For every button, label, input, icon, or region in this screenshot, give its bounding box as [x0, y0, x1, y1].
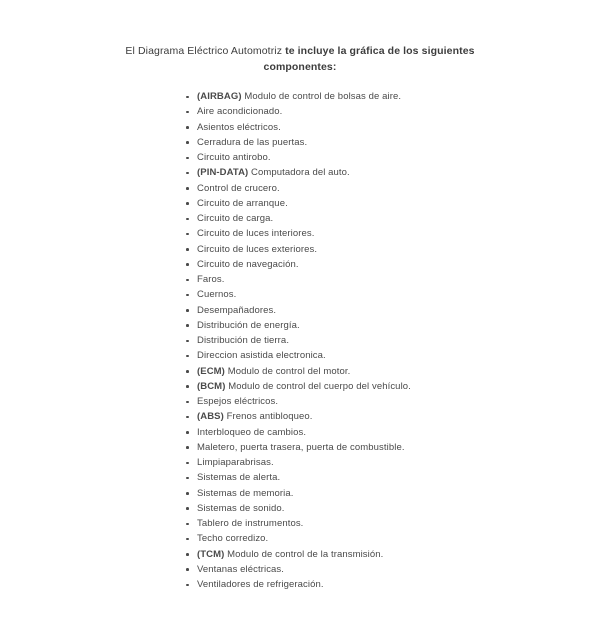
page-title-regular: El Diagrama Eléctrico Automotriz [125, 45, 283, 57]
list-item [185, 104, 485, 119]
list-item-text: Distribución de energía. [197, 319, 300, 331]
list-item [185, 135, 485, 150]
list-item [185, 409, 485, 424]
list-item-text: Direccion asistida electronica. [197, 350, 326, 362]
list-item [185, 455, 485, 470]
list-item [185, 516, 485, 531]
list-item-text: Faros. [197, 274, 225, 285]
list-item-text: Circuito de carga. [197, 213, 274, 224]
page-title-bold: te incluye la gráfica de los siguientes componentes: [263, 45, 475, 73]
list-item-text: Control de crucero. [197, 182, 280, 194]
list-item [185, 501, 485, 516]
list-item-text: Maletero, puerta trasera, puerta de combustible. [197, 441, 405, 453]
list-item-text: Circuito de navegación. [197, 258, 299, 270]
list-item-text: Circuito de luces interiores. [197, 228, 315, 240]
list-item [185, 470, 485, 485]
list-item-bold-prefix: (ECM) [197, 365, 228, 377]
list-item-bold-prefix: (BCM) [197, 380, 229, 392]
list-item-text: Ventiladores de refrigeración. [197, 579, 324, 590]
list-item-text: Frenos antibloqueo. [226, 411, 313, 423]
list-item [185, 303, 485, 318]
list-item-text: Circuito antirobo. [197, 152, 271, 163]
list-item-text: Aire acondicionado. [197, 106, 283, 118]
list-item-text: Modulo de control de bolsas de aire. [244, 91, 402, 102]
list-item [185, 379, 485, 394]
list-item [185, 150, 485, 165]
list-item [185, 242, 485, 257]
page-title [90, 43, 510, 75]
list-item-text: Sistemas de alerta. [197, 472, 281, 484]
list-item [185, 348, 485, 363]
list-item-text: Distribución de tierra. [197, 335, 290, 346]
list-item [185, 486, 485, 501]
list-item [185, 531, 485, 546]
list-item [185, 364, 485, 379]
list-item-text: Modulo de control de la transmisión. [227, 548, 384, 560]
list-item-text: Circuito de luces exteriores. [197, 243, 318, 255]
list-item-text: Cerradura de las puertas. [197, 136, 308, 148]
list-item-text: Espejos eléctricos. [197, 396, 279, 407]
list-item [185, 562, 485, 577]
list-item-bold-prefix: (PIN-DATA) [197, 167, 252, 179]
list-item-text: Circuito de arranque. [197, 197, 288, 209]
list-item-text: Computadora del auto. [251, 167, 350, 179]
list-item [185, 318, 485, 333]
list-item [185, 547, 485, 562]
list-item-bold-prefix: (TCM) [197, 548, 228, 560]
list-item [185, 181, 485, 196]
list-item [185, 440, 485, 455]
list-item-text: Sistemas de sonido. [197, 502, 285, 514]
list-item [185, 257, 485, 272]
list-item [185, 89, 485, 104]
list-item [185, 226, 485, 241]
list-item-text: Tablero de instrumentos. [197, 518, 304, 529]
list-item [185, 287, 485, 302]
list-item-text: Techo corredizo. [197, 533, 269, 545]
component-list [185, 89, 485, 592]
list-item-text: Ventanas eléctricas. [197, 563, 285, 575]
list-item-text: Interbloqueo de cambios. [197, 426, 307, 438]
list-item-text: Modulo de control del motor. [227, 365, 351, 377]
list-item-text: Cuernos. [197, 289, 237, 301]
list-item [185, 425, 485, 440]
list-item [185, 333, 485, 348]
list-item-bold-prefix: (AIRBAG) [197, 91, 245, 102]
list-item [185, 577, 485, 592]
list-item-text: Asientos eléctricos. [197, 121, 281, 133]
list-item [185, 394, 485, 409]
list-item [185, 272, 485, 287]
list-item [185, 165, 485, 180]
document-page [0, 43, 600, 643]
list-item-text: Desempañadores. [197, 304, 277, 316]
list-item-bold-prefix: (ABS) [197, 411, 227, 423]
list-item [185, 211, 485, 226]
list-item-text: Modulo de control del cuerpo del vehículo. [228, 380, 411, 392]
list-item [185, 120, 485, 135]
list-item-text: Sistemas de memoria. [197, 487, 294, 499]
list-item-text: Limpiaparabrisas. [197, 457, 274, 468]
list-item [185, 196, 485, 211]
